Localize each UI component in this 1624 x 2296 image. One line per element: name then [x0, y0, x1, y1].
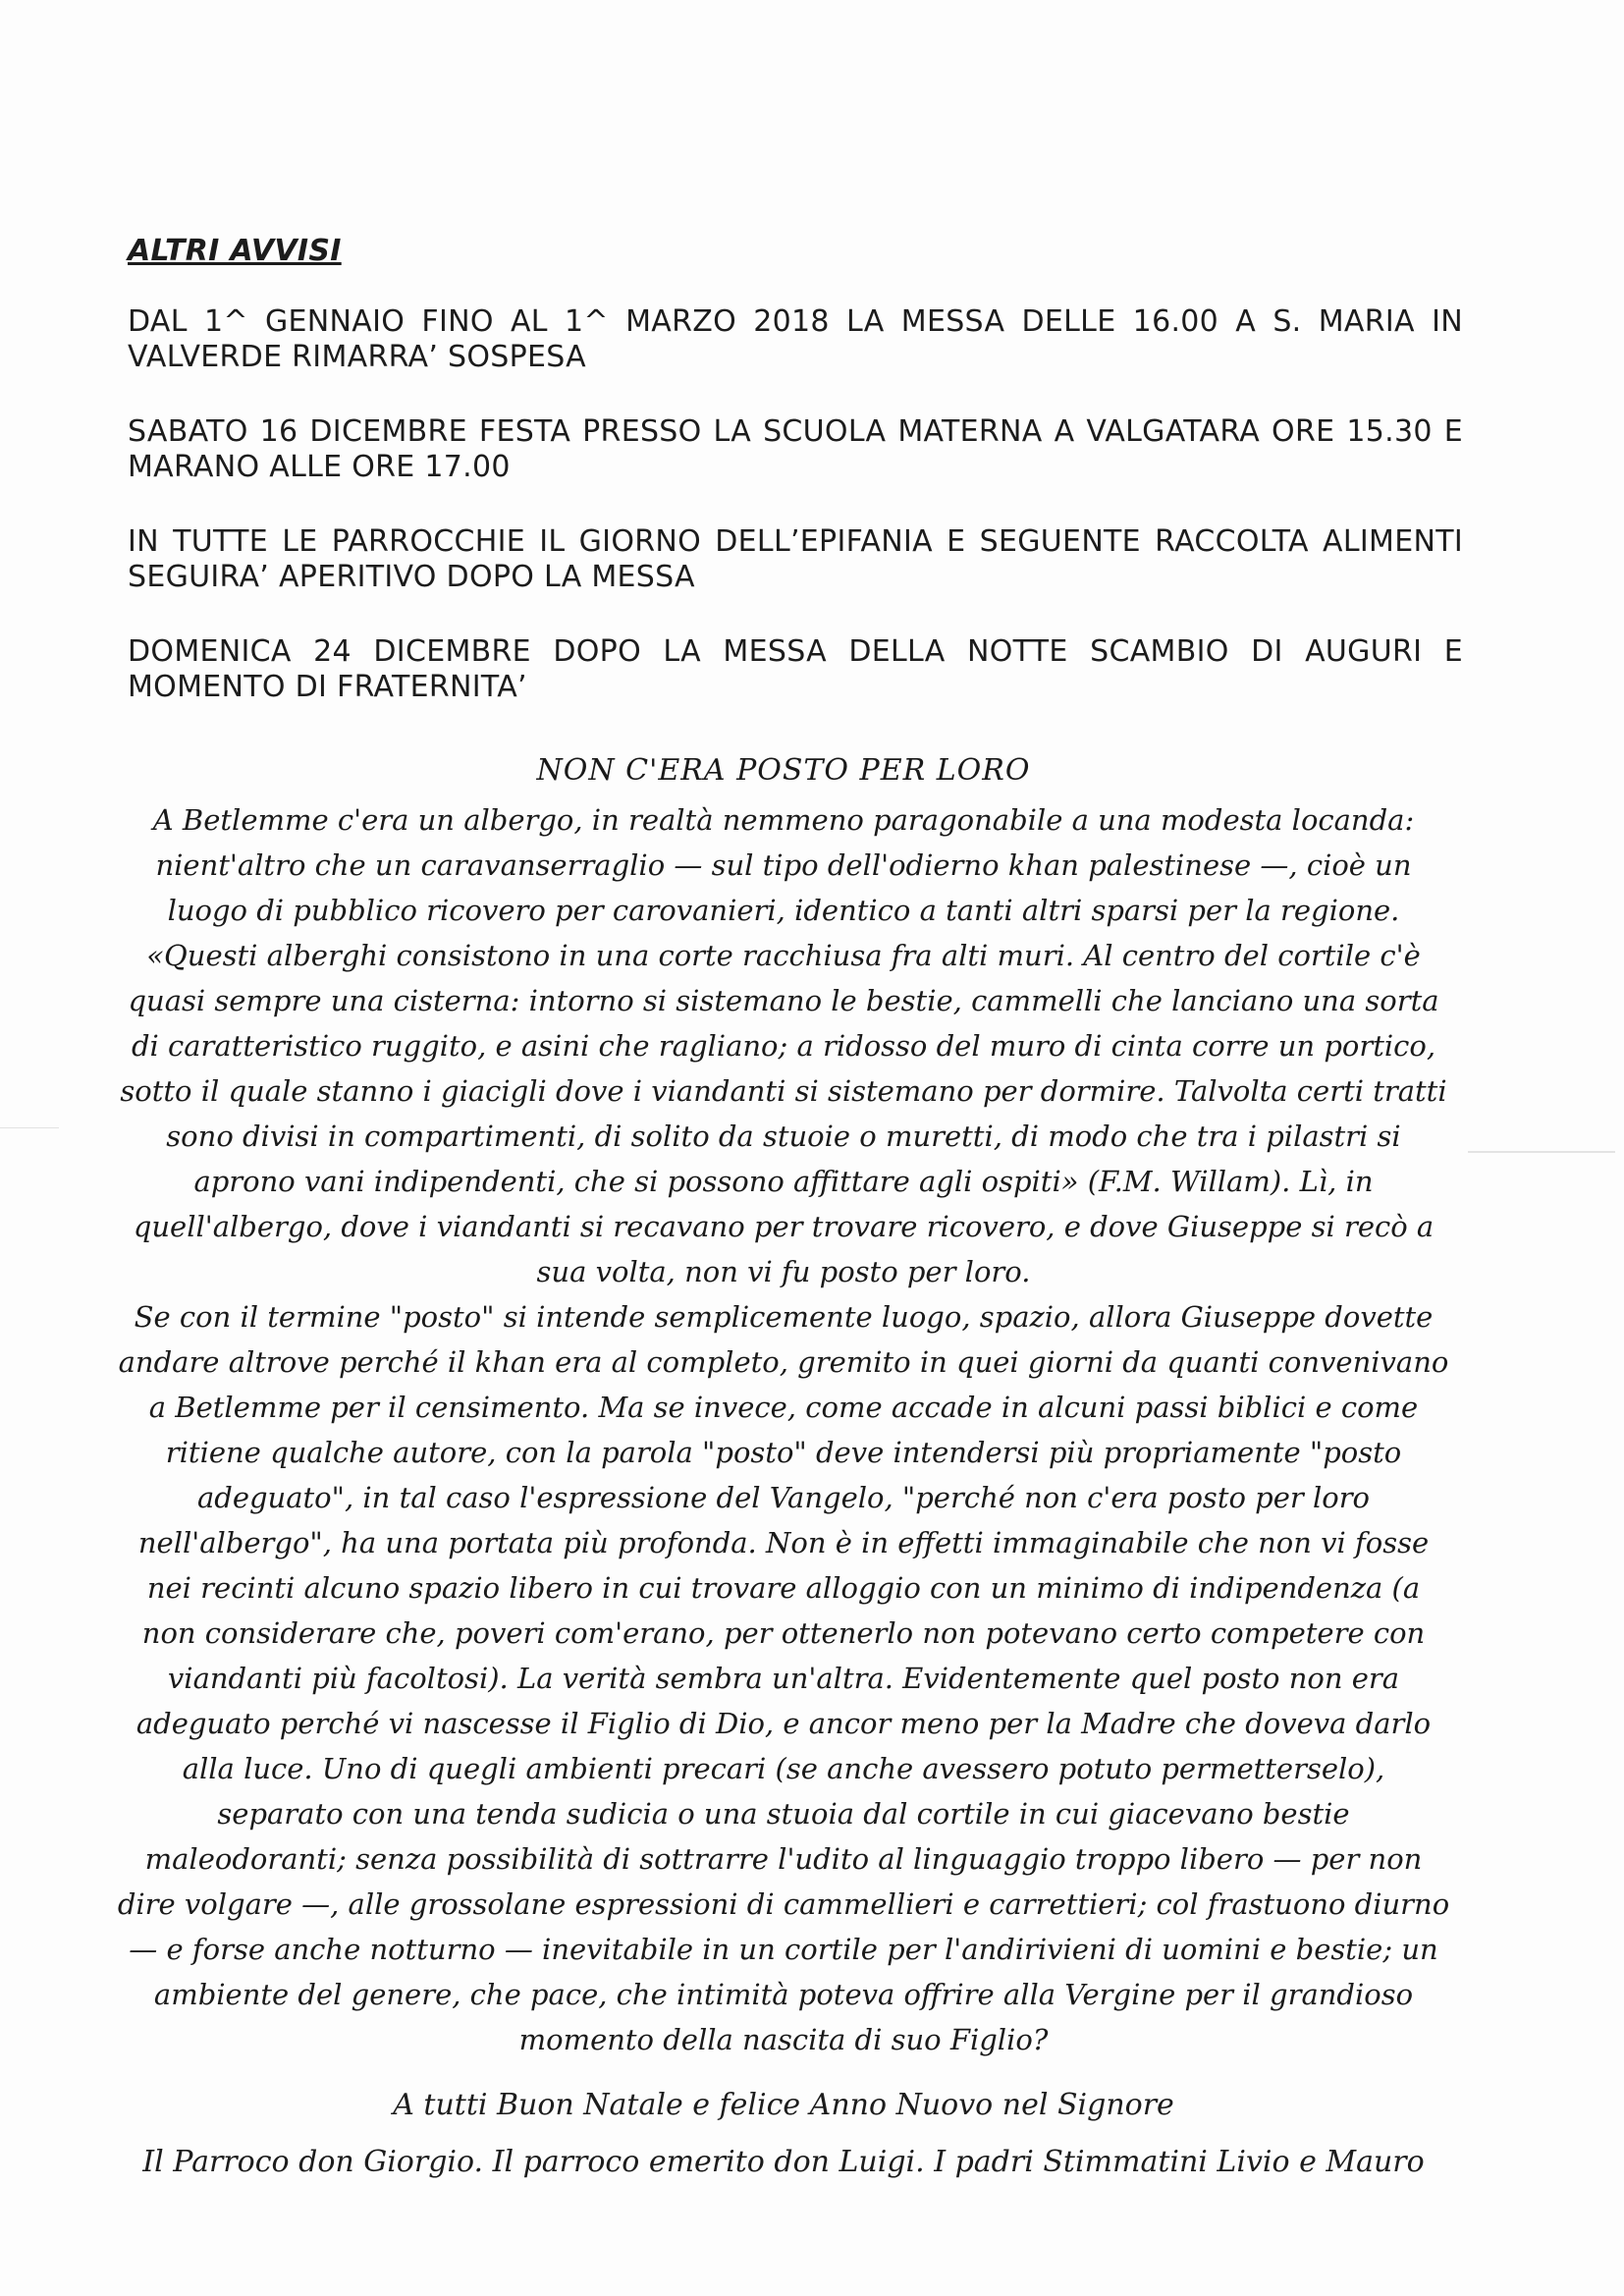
- notice-item: SABATO 16 DICEMBRE FESTA PRESSO LA SCUOLA MATERNA A VALGATARA ORE 15.30 E MARANO ALLE ORE 17.00: [128, 414, 1463, 484]
- scan-fold-mark: [0, 1127, 59, 1128]
- article-paragraph: A Betlemme c'era un albergo, in realtà nemmeno paragonabile a una modesta locanda: nient'altro che un caravanserraglio — sul tipo dell'odierno khan palestinese —, cioè un luogo di pubblico ricovero per carovanieri, identico a tanti altri sparsi per la regione. «Questi alberghi consistono in una corte racchiusa fra alti muri. Al centro del cortile c'è quasi sempre una cisterna: intorno si sistemano le bestie, cammelli che lanciano una sorta di caratteristico ruggito, e asini che ragliano; a ridosso del muro di cinta corre un portico, sotto il quale stanno i giacigli dove i viandanti si sistemano per dormire. Talvolta certi tratti sono divisi in compartimenti, di solito da stuoie o muretti, di modo che tra i pilastri si aprono vani indipendenti, che si possono affittare agli ospiti» (F.M. Willam). Lì, in quell'albergo, dove i viandanti si recavano per trovare ricovero, e dove Giuseppe si recò a sua volta, non vi fu posto per loro.: [120, 803, 1447, 1288]
- signature-line: Il Parroco don Giorgio. Il parroco emerito don Luigi. I padri Stimmatini Livio e Mauro: [142, 2145, 1425, 2179]
- closing-greetings: [116, 2077, 1451, 2191]
- notices-section: [128, 234, 1463, 744]
- greeting-line: A tutti Buon Natale e felice Anno Nuovo nel Signore: [393, 2088, 1174, 2122]
- article-title: NON C'ERA POSTO PER LORO: [536, 753, 1031, 788]
- notice-item: DAL 1^ GENNAIO FINO AL 1^ MARZO 2018 LA MESSA DELLE 16.00 A S. MARIA IN VALVERDE RIMARRA’ SOSPESA: [128, 304, 1463, 374]
- article-paragraph: Se con il termine "posto" si intende semplicemente luogo, spazio, allora Giuseppe dovette andare altrove perché il khan era al completo, gremito in quei giorni da quanti convenivano a Betlemme per il censimento. Ma se invece, come accade in alcuni passi biblici e come ritiene qualche autore, con la parola "posto" deve intendersi più propriamente "posto adeguato", in tal caso l'espressione del Vangelo, "perché non c'era posto per loro nell'albergo", ha una portata più profonda. Non è in effetti immaginabile che non vi fosse nei recinti alcuno spazio libero in cui trovare alloggio con un minimo di indipendenza (a non considerare che, poveri com'erano, per ottenerlo non potevano certo competere con viandanti più facoltosi). La verità sembra un'altra. Evidentemente quel posto non era adeguato perché vi nascesse il Figlio di Dio, e ancor meno per la Madre che doveva darlo alla luce. Uno di quegli ambienti precari (se anche avessero potuto permetterselo), separato con una tenda sudicia o una stuoia dal cortile in cui giacevano bestie maleodoranti; senza possibilità di sottrarre l'udito al linguaggio troppo libero — per non dire volgare —, alle grossolane espressioni di cammellieri e carrettieri; col frastuono diurno — e forse anche notturno — inevitabile in un cortile per l'andirivieni di uomini e bestie; un ambiente del genere, che pace, che intimità poteva offrire alla Vergine per il grandioso momento della nascita di suo Figlio?: [117, 1300, 1450, 2056]
- notice-item: IN TUTTE LE PARROCCHIE IL GIORNO DELL’EPIFANIA E SEGUENTE RACCOLTA ALIMENTI SEGUIRA’ APERITIVO DOPO LA MESSA: [128, 524, 1463, 594]
- notice-item: DOMENICA 24 DICEMBRE DOPO LA MESSA DELLA NOTTE SCAMBIO DI AUGURI E MOMENTO DI FRATERNITA’: [128, 634, 1463, 704]
- article-section: [116, 748, 1451, 2062]
- scan-fold-mark: [1468, 1151, 1615, 1153]
- notices-heading: ALTRI AVVISI: [128, 234, 342, 268]
